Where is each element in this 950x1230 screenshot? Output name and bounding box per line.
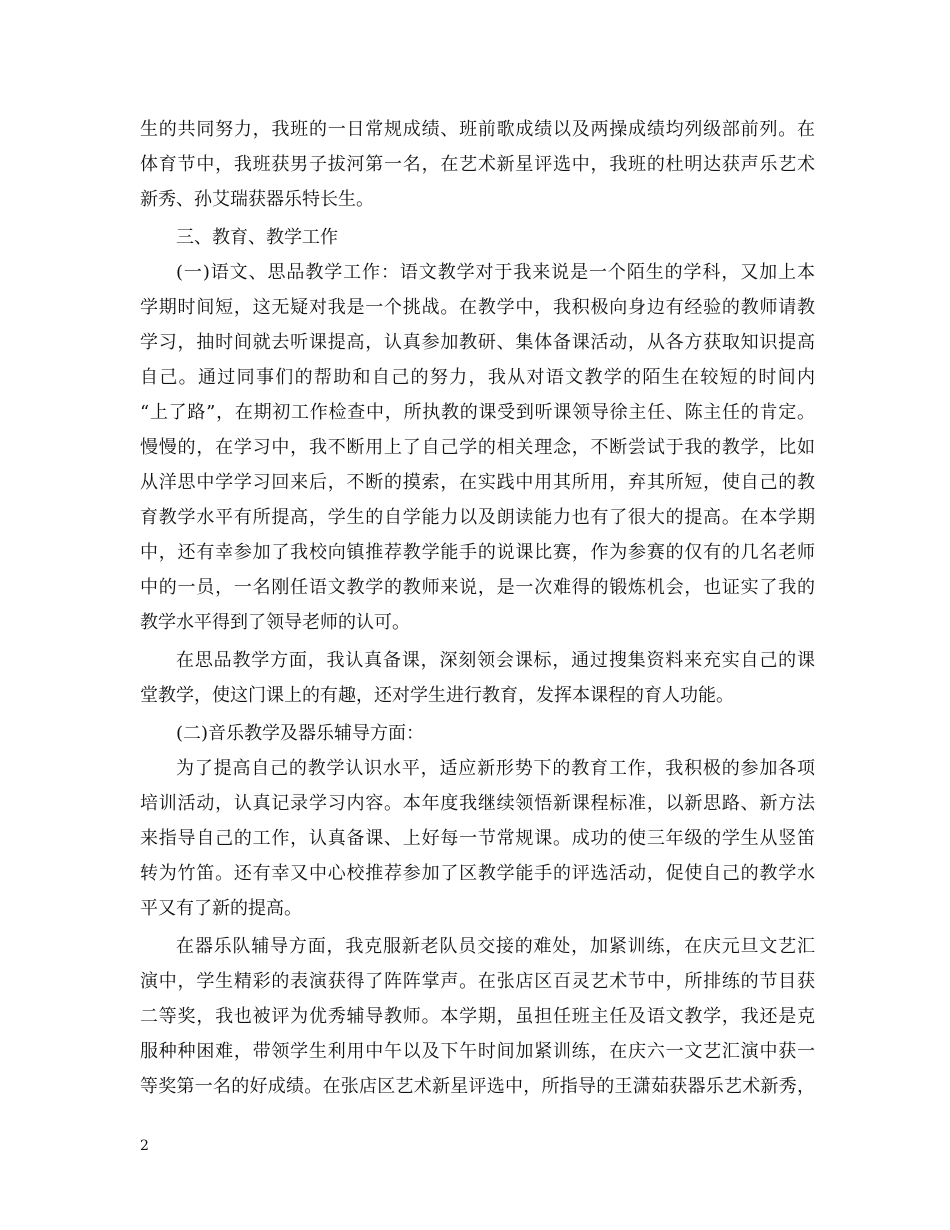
- text-line: 生的共同努力，我班的一日常规成绩、班前歌成绩以及两操成绩均列级部前列。在: [140, 119, 815, 140]
- subsection-heading: (二)音乐教学及器乐辅导方面：: [176, 723, 425, 744]
- text-line: 服种种困难，带领学生利用中午以及下午时间加紧训练，在庆六一文艺汇演中获一: [140, 1041, 815, 1062]
- section-heading: 三、教育、教学工作: [176, 227, 338, 248]
- text-line: 演中，学生精彩的表演获得了阵阵掌声。在张店区百灵艺术节中，所排练的节目获: [140, 971, 815, 992]
- text-line: 学习，抽时间就去听课提高，认真参加教研、集体备课活动，从各方获取知识提高: [140, 332, 815, 353]
- text-line: “上了路”，在期初工作检查中，所执教的课受到听课领导徐主任、陈主任的肯定。: [140, 402, 815, 423]
- text-line: 从洋思中学学习回来后，不断的摸索，在实践中用其所用，弃其所短，使自己的教: [140, 472, 815, 493]
- text-line: 教学水平得到了领导老师的认可。: [140, 612, 410, 633]
- text-line: 转为竹笛。还有幸又中心校推荐参加了区教学能手的评选活动，促使自己的教学水: [140, 863, 815, 884]
- text-line: 中的一员，一名刚任语文教学的教师来说，是一次难得的锻炼机会，也证实了我的: [140, 577, 815, 598]
- text-line: 体育节中，我班获男子拔河第一名，在艺术新星评选中，我班的杜明达获声乐艺术: [140, 154, 815, 175]
- text-line: 育教学水平有所提高，学生的自学能力以及朗读能力也有了很大的提高。在本学期: [140, 507, 815, 528]
- text-line: 堂教学，使这门课上的有趣，还对学生进行教育，发挥本课程的育人功能。: [140, 685, 734, 706]
- text-line: 慢慢的，在学习中，我不断用上了自己学的相关理念，不断尝试于我的教学，比如: [140, 437, 815, 458]
- page-number: 2: [140, 1138, 149, 1154]
- text-line: 二等奖，我也被评为优秀辅导教师。本学期，虽担任班主任及语文教学，我还是克: [140, 1006, 815, 1027]
- document-body: [140, 112, 815, 1104]
- text-line: 新秀、孙艾瑞获器乐特长生。: [140, 189, 374, 210]
- text-line: 来指导自己的工作，认真备课、上好每一节常规课。成功的使三年级的学生从竖笛: [140, 828, 815, 849]
- subsection-heading-line: (一)语文、思品教学工作：语文教学对于我来说是一个陌生的学科，又加上本: [176, 262, 815, 283]
- text-line: 等奖第一名的好成绩。在张店区艺术新星评选中，所指导的王潇茹获器乐艺术新秀，: [140, 1076, 815, 1097]
- text-line: 自己。通过同事们的帮助和自己的努力，我从对语文教学的陌生在较短的时间内: [140, 367, 815, 388]
- text-line: 学期时间短，这无疑对我是一个挑战。在教学中，我积极向身边有经验的教师请教: [140, 297, 815, 318]
- text-line: 在器乐队辅导方面，我克服新老队员交接的难处，加紧训练，在庆元旦文艺汇: [176, 936, 815, 957]
- text-line: 平又有了新的提高。: [140, 898, 302, 919]
- text-line: 中，还有幸参加了我校向镇推荐教学能手的说课比赛，作为参赛的仅有的几名老师: [140, 542, 815, 563]
- text-line: 培训活动，认真记录学习内容。本年度我继续领悟新课程标准，以新思路、新方法: [140, 793, 815, 814]
- text-line: 在思品教学方面，我认真备课，深刻领会课标，通过搜集资料来充实自己的课: [176, 650, 815, 671]
- text-line: 为了提高自己的教学认识水平，适应新形势下的教育工作，我积极的参加各项: [176, 758, 815, 779]
